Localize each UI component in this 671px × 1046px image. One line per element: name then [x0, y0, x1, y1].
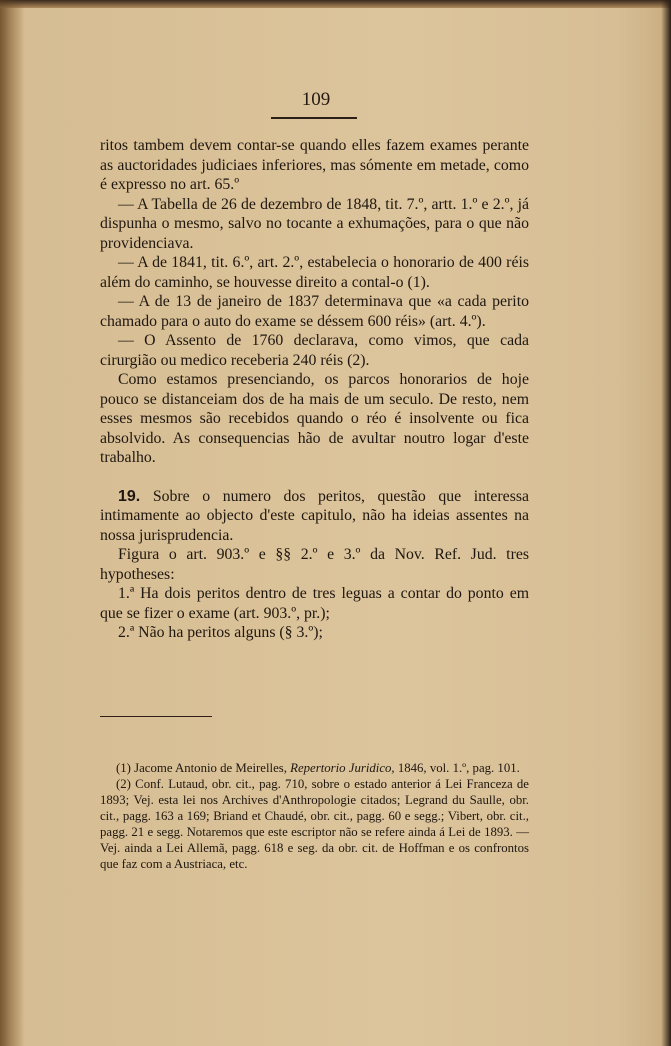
section-paragraph: [100, 487, 529, 546]
page-right-edge: [661, 0, 671, 1046]
footnote-italic: Repertorio Juridico,: [290, 761, 395, 775]
paragraph: Como estamos presenciando, os parcos honorarios de hoje pouco se distanceiam dos de ha mais de um seculo. De resto, nem esses mesmos são recebidos quando o réo é insolvente ou fica absolvido. As consequencias hão de avultar noutro logar d'este trabalho.: [100, 371, 529, 466]
footnote-rule: [100, 716, 212, 717]
section-text: Sobre o numero dos peritos, questão que interessa intimamente ao objecto d'este capitulo, não ha ideias assentes na nossa jurisprudencia.: [100, 487, 530, 544]
paragraph: 1.ª Ha dois peritos dentro de tres leguas a contar do ponto em que se fizer o exame (art. 903.º, pr.);: [100, 585, 529, 622]
header-rule: [271, 117, 357, 119]
binding-shadow: [0, 0, 24, 1046]
paragraph: — A de 13 de janeiro de 1837 determinava que «a cada perito chamado para o auto do exame se déssem 600 réis» (art. 4.º).: [100, 293, 529, 330]
body-text: [100, 136, 529, 643]
paragraph: — O Assento de 1760 declarava, como vimos, que cada cirurgião ou medico receberia 240 réis (2).: [100, 332, 529, 369]
page-number: 109: [301, 89, 331, 110]
paragraph: — A Tabella de 26 de dezembro de 1848, tit. 7.º, artt. 1.º e 2.º, já dispunha o mesmo, salvo no tocante a exhumações, para o que não providenciava.: [100, 195, 529, 252]
footnotes: [100, 760, 529, 872]
footnote-lead: (1) Jacome Antonio de Meirelles,: [116, 761, 291, 775]
paragraph: Figura o art. 903.º e §§ 2.º e 3.º da Nov. Ref. Jud. tres hypotheses:: [100, 546, 529, 583]
footnote-rest: 1846, vol. 1.º, pag. 101.: [394, 761, 520, 775]
paragraph: — A de 1841, tit. 6.º, art. 2.º, estabelecia o honorario de 400 réis além do caminho, se houvesse direito a contal-o (1).: [100, 254, 529, 291]
paragraph: ritos tambem devem contar-se quando elles fazem exames perante as auctoridades judiciaes inferiores, mas sómente em metade, como é expresso no art. 65.º: [100, 137, 529, 193]
section-number: 19.: [118, 487, 141, 505]
page-top-edge: [0, 0, 671, 8]
footnote: [100, 760, 529, 776]
footnote: (2) Conf. Lutaud, obr. cit., pag. 710, sobre o estado anterior á Lei Franceza de 1893; Vej. esta lei nos Archives d'Anthropologie citados; Legrand du Saulle, obr. cit., pagg. 163 a 169; Briand et Chaudé, obr. cit., pagg. 60 e segg.; Vibert, obr. cit., pagg. 21 e segg. Notaremos que este escriptor não se refere ainda á Lei de 1893. — Vej. ainda a Lei Allemã, pagg. 618 e seg. da obr. cit. de Hoffman e os confrontos que faz com a Austriaca, etc.: [100, 777, 529, 871]
paragraph: 2.ª Não ha peritos alguns (§ 3.º);: [118, 624, 323, 641]
